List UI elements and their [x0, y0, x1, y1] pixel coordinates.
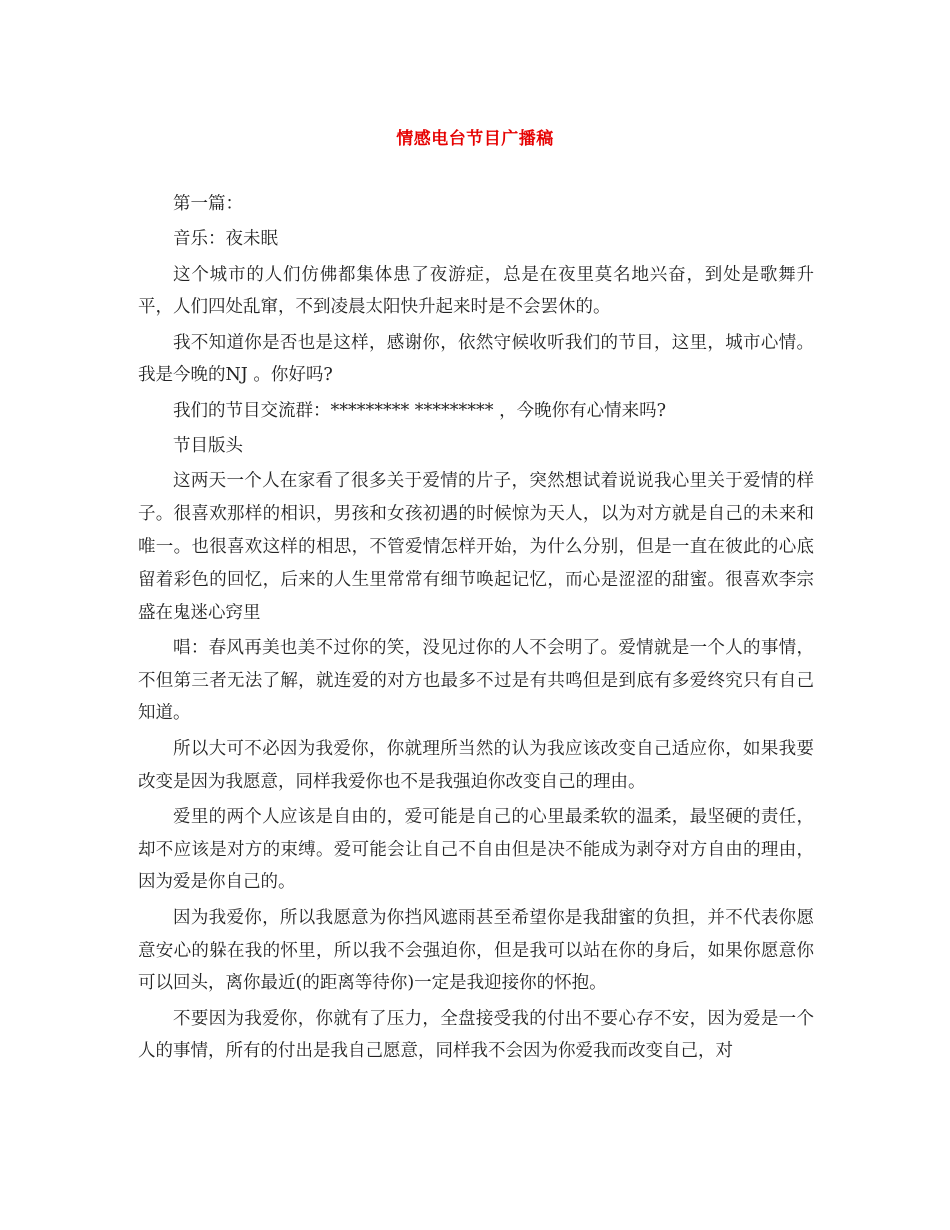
document-body: [138, 188, 814, 1071]
paragraph: 爱里的两个人应该是自由的，爱可能是自己的心里最柔软的温柔，最坚硬的责任，却不应该是对方的束缚。爱可能会让自己不自由但是决不能成为剥夺对方自由的理由，因为爱是你自己的。: [138, 806, 814, 893]
paragraph: 因为我爱你，所以我愿意为你挡风遮雨甚至希望你是我甜蜜的负担，并不代表你愿意安心的躲在我的怀里，所以我不会强迫你，但是我可以站在你的身后，如果你愿意你可以回头，离你最近(的距离等待你)一定是我迎接你的怀抱。: [138, 907, 814, 994]
paragraph: 这两天一个人在家看了很多关于爱情的片子，突然想试着说说我心里关于爱情的样子。很喜欢那样的相识，男孩和女孩初遇的时候惊为天人，以为对方就是自己的未来和唯一。也很喜欢这样的相思，不管爱情怎样开始，为什么分别，但是一直在彼此的心底留着彩色的回忆，后来的人生里常常有细节唤起记忆，而心是涩涩的甜蜜。很喜欢李宗盛在鬼迷心窍里: [138, 471, 814, 623]
paragraph: 这个城市的人们仿佛都集体患了夜游症，总是在夜里莫名地兴奋，到处是歌舞升平，人们四处乱窜，不到凌晨太阳快升起来时是不会罢休的。: [138, 264, 814, 318]
document-title: 情感电台节目广播稿: [396, 129, 554, 149]
paragraph: 音乐：夜未眠: [173, 229, 278, 250]
paragraph: 我不知道你是否也是这样，感谢你，依然守候收听我们的节目，这里，城市心情。我是今晚的NJ 。你好吗?: [138, 332, 814, 386]
paragraph: 不要因为我爱你，你就有了压力，全盘接受我的付出不要心存不安，因为爱是一个人的事情，所有的付出是我自己愿意，同样我不会因为你爱我而改变自己，对: [138, 1008, 814, 1062]
paragraph: 第一篇：: [173, 194, 243, 214]
paragraph: 唱：春风再美也美不过你的笑，没见过你的人不会明了。爱情就是一个人的事情，不但第三者无法了解，就连爱的对方也最多不过是有共鸣但是到底有多爱终究只有自己知道。: [138, 637, 814, 724]
paragraph: 节目版头: [173, 436, 243, 457]
paragraph: 我们的节目交流群：********* ********* ，今晚你有心情来吗?: [173, 400, 667, 421]
paragraph: 所以大可不必因为我爱你，你就理所当然的认为我应该改变自己适应你，如果我要改变是因为我愿意，同样我爱你也不是我强迫你改变自己的理由。: [138, 738, 814, 792]
